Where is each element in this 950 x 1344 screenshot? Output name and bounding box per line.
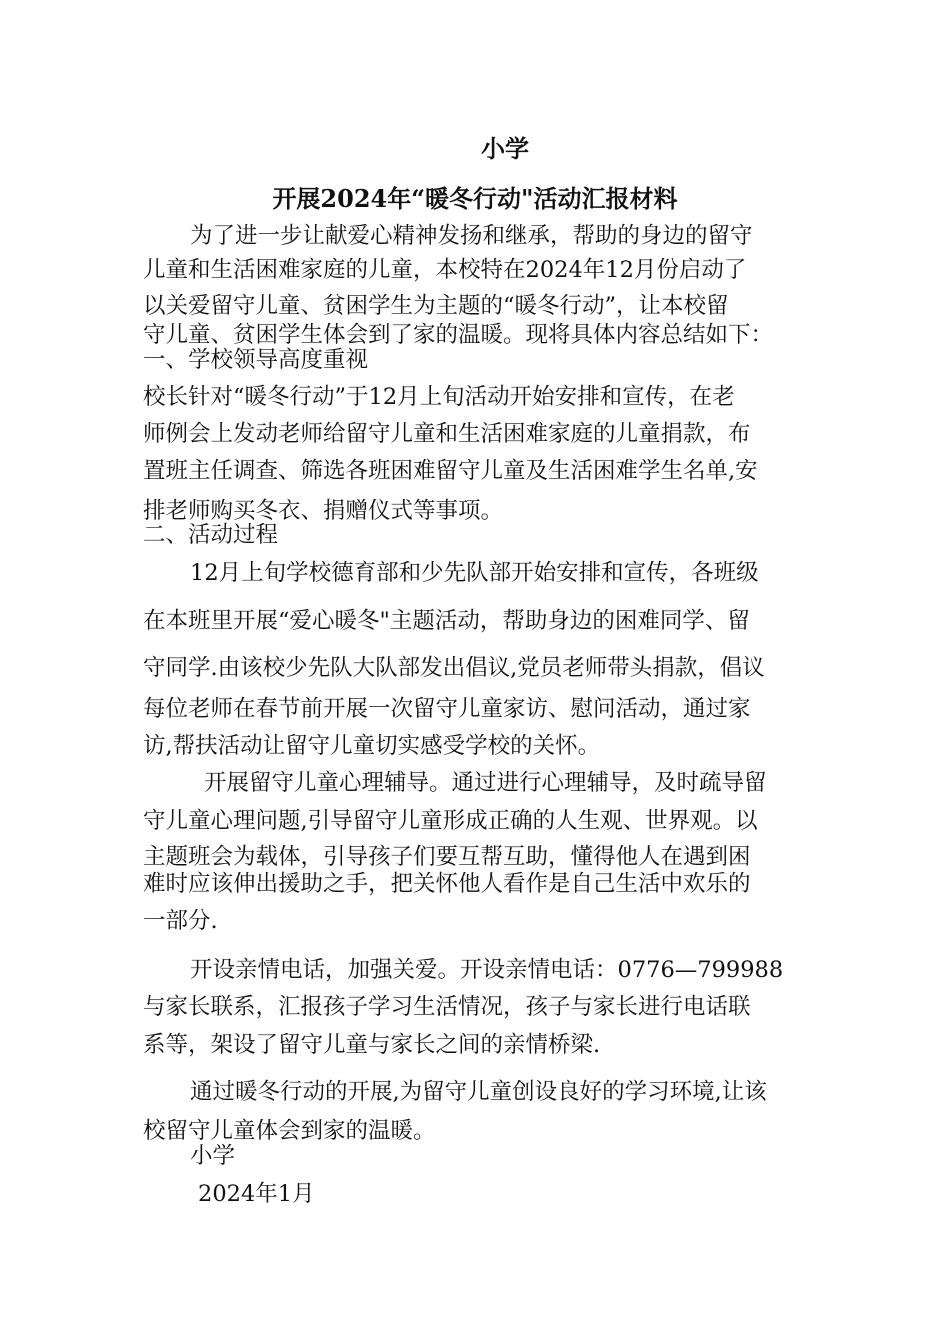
paragraph-line: 师例会上发动老师给留守儿童和生活困难家庭的儿童捐款，布	[143, 421, 751, 447]
paragraph-line: 守儿童心理问题,引导留守儿童形成正确的人生观、世界观。以	[143, 808, 758, 834]
paragraph-line: 开设亲情电话，加强关爱。开设亲情电话：0776—799988	[190, 957, 784, 983]
document-title-school: 小学	[481, 134, 529, 163]
paragraph-line: 守儿童、贫困学生体会到了家的温暖。现将具体内容总结如下：	[143, 322, 774, 348]
paragraph-line: 为了进一步让献爱心精神发扬和继承，帮助的身边的留守	[190, 223, 753, 249]
paragraph-line: 12月上旬学校德育部和少先队部开始安排和宣传，各班级	[190, 560, 759, 586]
section-heading-2: 二、活动过程	[143, 522, 279, 548]
section-heading-1: 一、学校领导高度重视	[143, 347, 369, 373]
paragraph-line: 一部分.	[143, 908, 218, 934]
paragraph-line: 难时应该伸出援助之手，把关怀他人看作是自己生活中欢乐的	[143, 871, 751, 897]
paragraph-line: 校留守儿童体会到家的温暖。	[143, 1118, 436, 1144]
paragraph-line: 守同学.由该校少先队大队部发出倡议,党员老师带头捐款，倡议	[143, 655, 765, 681]
paragraph-line: 开展留守儿童心理辅导。通过进行心理辅导，及时疏导留	[204, 770, 767, 796]
paragraph-line: 校长针对“暖冬行动”于12月上旬活动开始安排和宣传，在老	[143, 384, 735, 410]
paragraph-line: 在本班里开展“爱心暖冬"主题活动，帮助身边的困难同学、留	[143, 608, 750, 634]
paragraph-line: 系等，架设了留守儿童与家长之间的亲情桥梁.	[143, 1032, 601, 1058]
paragraph-line: 访,帮扶活动让留守儿童切实感受学校的关怀。	[143, 733, 601, 759]
paragraph-line: 置班主任调查、筛选各班困难留守儿童及生活困难学生名单,安	[143, 458, 758, 484]
paragraph-line: 通过暖冬行动的开展,为留守儿童创设良好的学习环境,让该	[190, 1079, 767, 1105]
paragraph-line: 以关爱留守儿童、贫困学生为主题的“暖冬行动”，让本校留	[143, 293, 729, 319]
signature-date: 2024年1月	[198, 1181, 315, 1207]
paragraph-line: 排老师购买冬衣、捐赠仪式等事项。	[143, 498, 504, 524]
paragraph-line: 主题班会为载体，引导孩子们要互帮互助，懂得他人在遇到困	[143, 844, 751, 870]
signature-school: 小学	[190, 1143, 236, 1169]
document-title-main: 开展2024年“暖冬行动"活动汇报材料	[272, 184, 678, 213]
paragraph-line: 与家长联系，汇报孩子学习生活情况，孩子与家长进行电话联	[143, 994, 751, 1020]
paragraph-line: 儿童和生活困难家庭的儿童，本校特在2024年12月份启动了	[143, 257, 747, 283]
paragraph-line: 每位老师在春节前开展一次留守儿童家访、慰问活动，通过家	[143, 696, 751, 722]
